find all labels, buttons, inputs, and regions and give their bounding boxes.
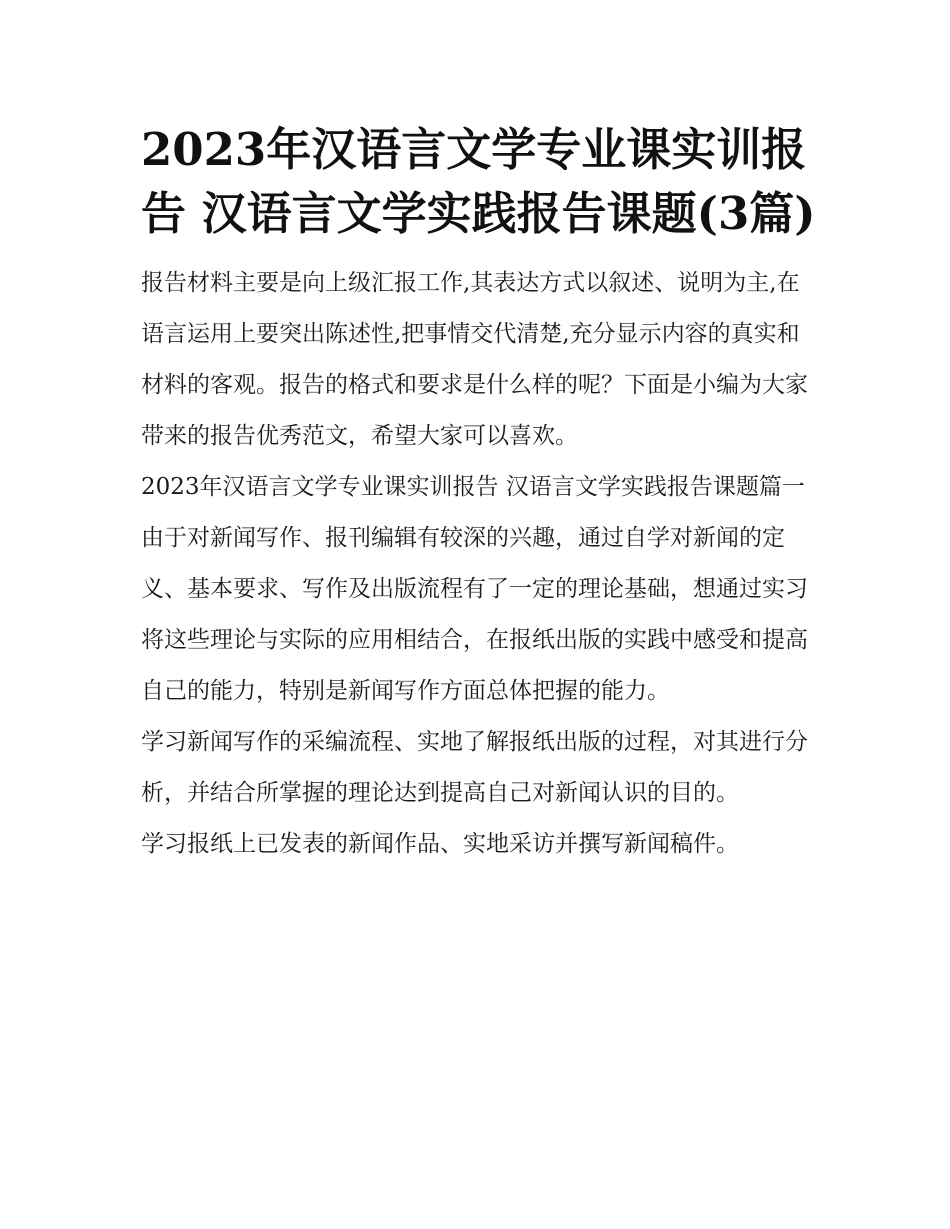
section-heading: 2023年汉语言文学专业课实训报告 汉语言文学实践报告课题篇一 — [141, 474, 805, 500]
document-page — [141, 118, 816, 870]
intro-paragraph: 报告材料主要是向上级汇报工作,其表达方式以叙述、说明为主,在语言运用上要突出陈述性,把事情交代清楚,充分显示内容的真实和材料的客观。报告的格式和要求是什么样的呢？下面是小编为大家带来的报告优秀范文，希望大家可以喜欢。 — [141, 270, 808, 449]
document-title: 2023年汉语言文学专业课实训报告 汉语言文学实践报告课题(3篇) — [141, 123, 816, 240]
body-paragraph: 学习新闻写作的采编流程、实地了解报纸出版的过程，对其进行分析，并结合所掌握的理论达到提高自己对新闻认识的目的。 — [141, 729, 808, 806]
body-paragraph: 学习报纸上已发表的新闻作品、实地采访并撰写新闻稿件。 — [141, 831, 739, 857]
body-paragraph: 由于对新闻写作、报刊编辑有较深的兴趣，通过自学对新闻的定义、基本要求、写作及出版流程有了一定的理论基础，想通过实习将这些理论与实际的应用相结合，在报纸出版的实践中感受和提高自己的能力，特别是新闻写作方面总体把握的能力。 — [141, 525, 808, 704]
